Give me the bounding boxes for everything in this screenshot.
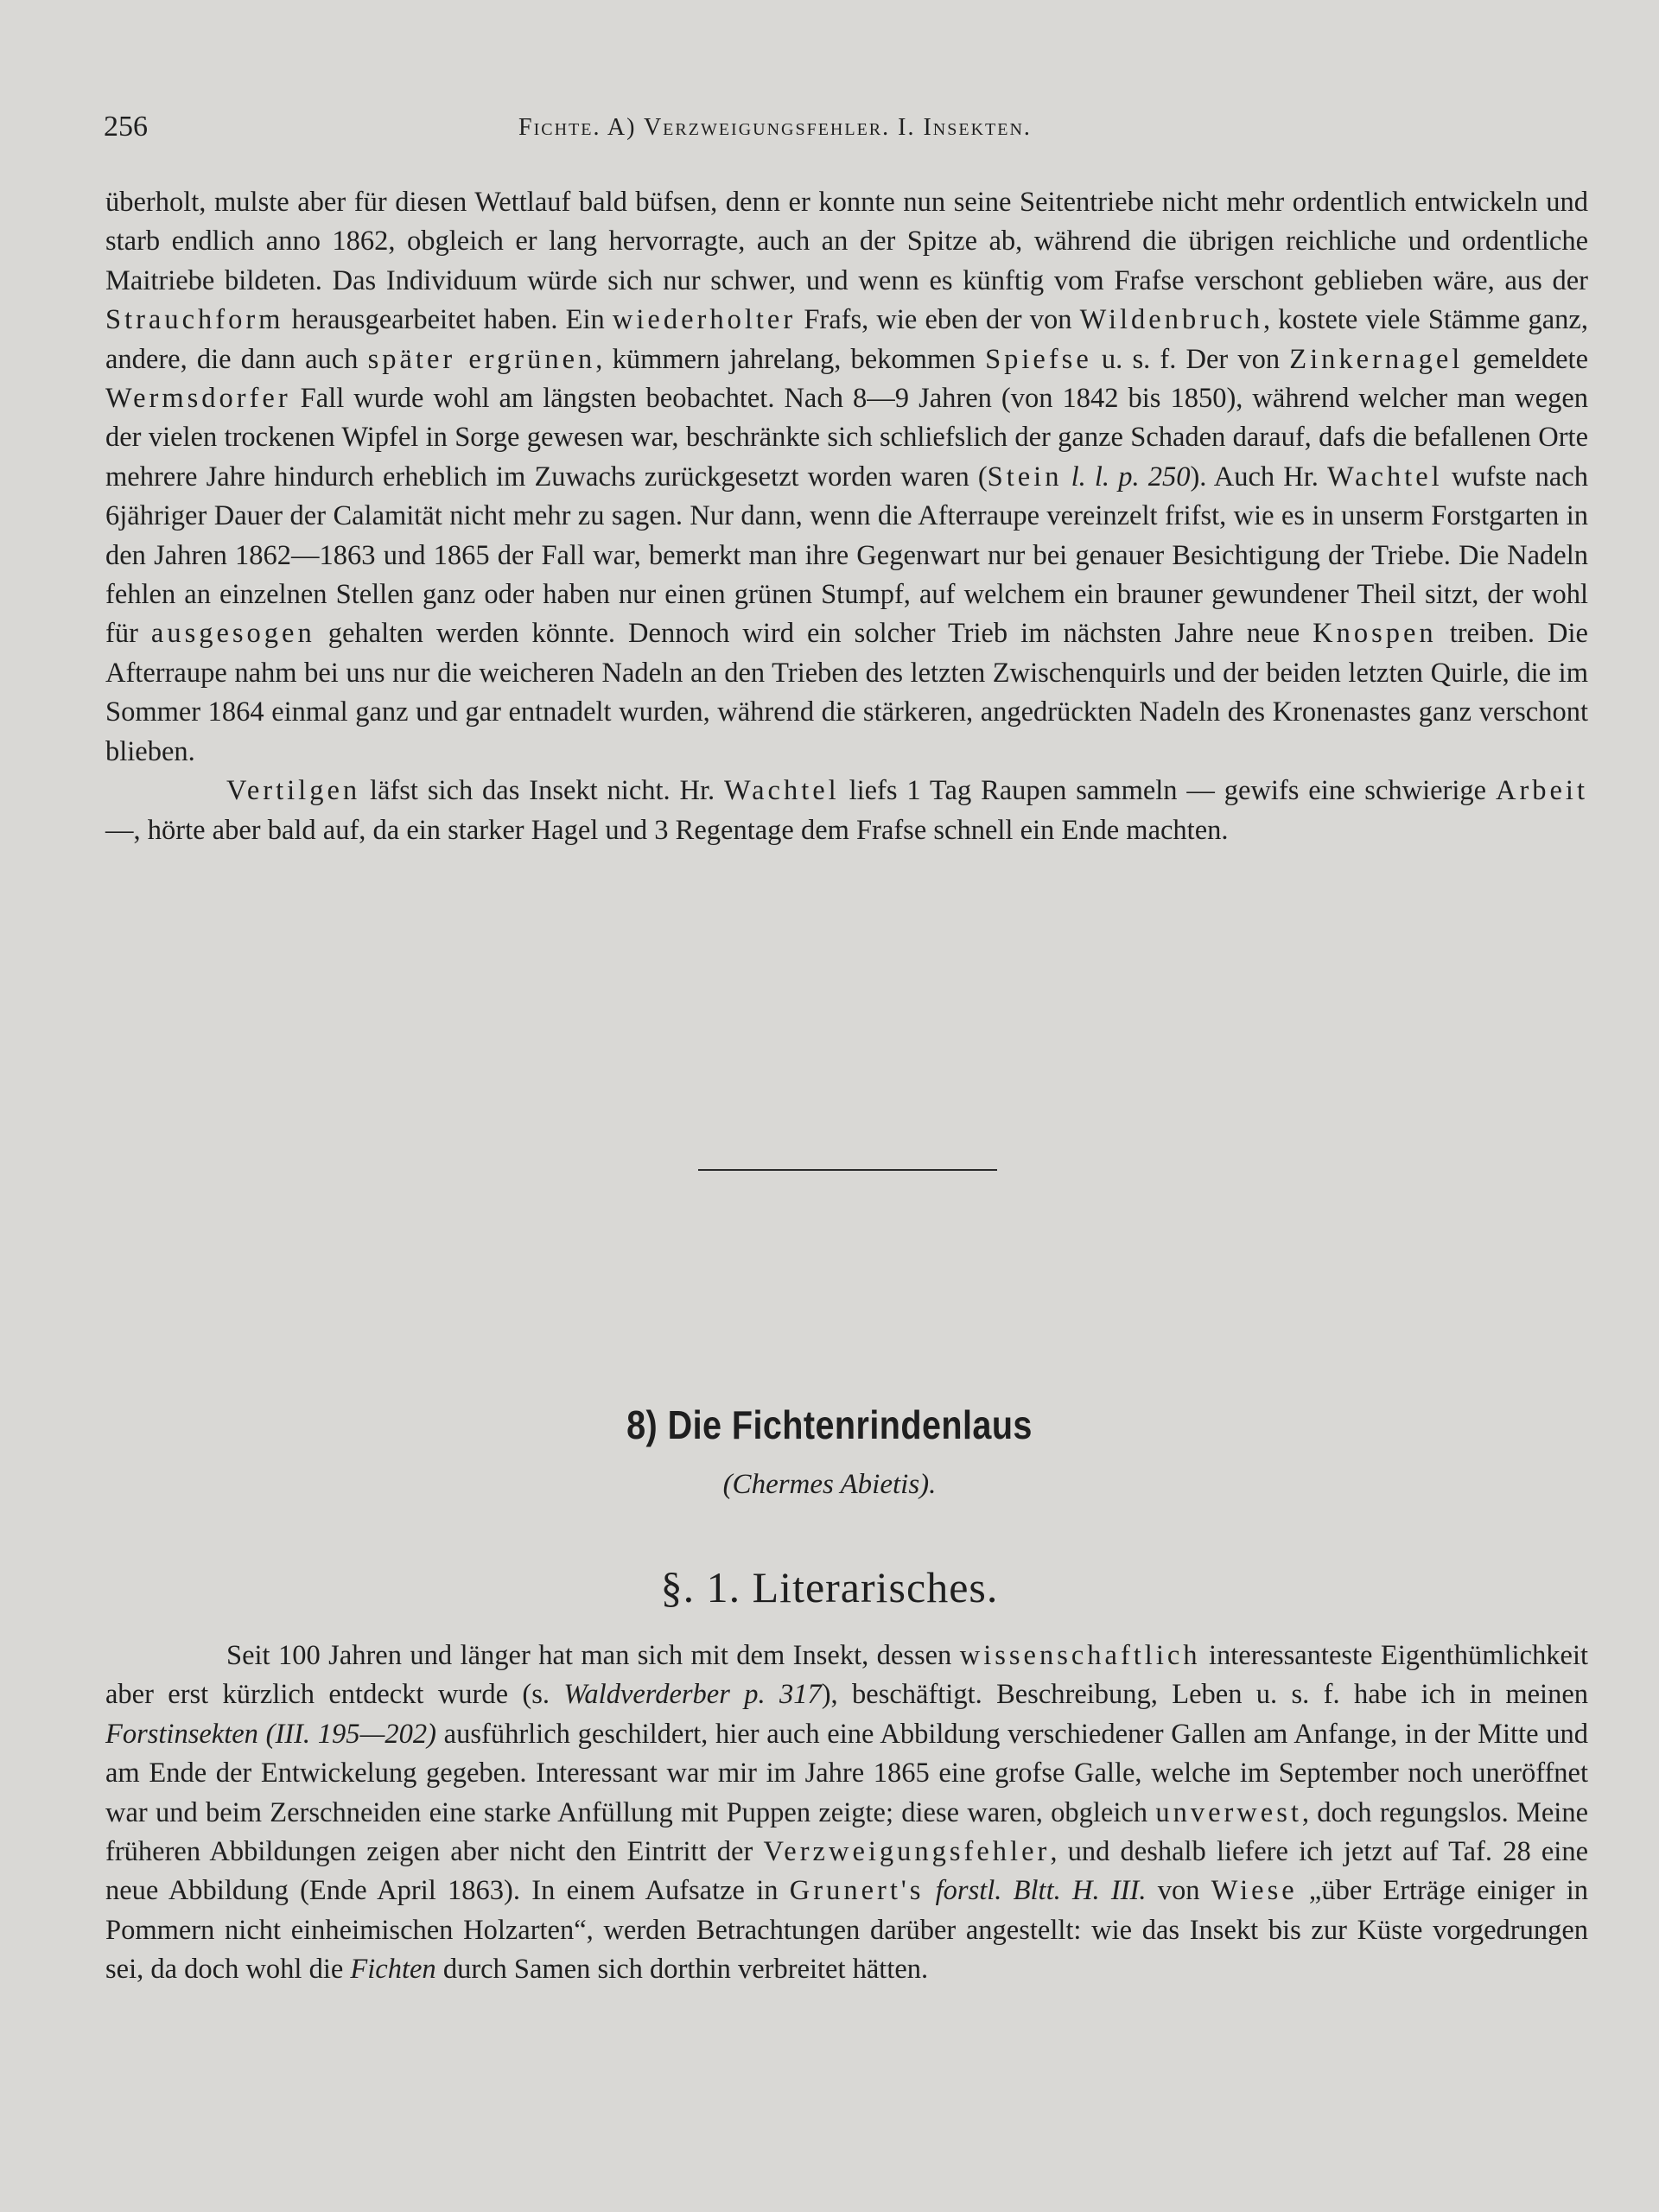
section-subtitle: (Chermes Abietis). [722, 1469, 937, 1500]
text-run: herausgearbeitet haben. Ein [283, 304, 613, 336]
text-run [924, 1875, 935, 1906]
text-run: ). Auch Hr. [1190, 461, 1328, 493]
text-run: , und deshalb liefere ich jetzt auf Taf. 28 eine neue Abbildung (Ende April 1863). In einem Aufsatze in [105, 1836, 1588, 1907]
text-run: wiederholter [612, 304, 797, 336]
text-run: Seit 100 Jahren und länger hat man sich mit dem Insekt, dessen [226, 1640, 960, 1671]
text-run: Fall wurde wohl am längsten beobachtet. Nach 8—9 Jahren (von 1842 bis 1850), während welcher man wegen der vielen trockenen Wipfel in Sorge gewesen war, beschränkte sich schliefslich der ganze Schaden darauf, dafs die befallenen Orte mehrere Jahre hindurch erheblich im Zuwachs zurückgesetzt worden waren ( [105, 383, 1588, 493]
text-run: von [1146, 1875, 1211, 1907]
text-run: überholt, mulste aber für diesen Wettlauf bald büfsen, denn er konnte nun seine Seitentriebe nicht mehr ordentlich entwickeln und starb endlich anno 1862, obgleich er lang hervorragte, auch an der Spitze ab, während die übrigen reichliche und ordentliche Maitriebe bildeten. Das Individuum würde sich nur schwer, und wenn es künftig vom Frafse verschont geblieben wäre, aus der [105, 187, 1588, 296]
text-run: Stein [987, 461, 1063, 493]
text-run: Zinkernagel [1289, 343, 1464, 375]
paragraph [105, 183, 1588, 772]
text-run: Frafs, wie eben der von [796, 304, 1080, 336]
text-run: läfst sich das Insekt nicht. Hr. [360, 775, 725, 807]
running-title: Fichte. A) Verzweigungsfehler. I. Insekten. [518, 114, 1032, 141]
text-run: unverwest [1155, 1796, 1302, 1828]
page-number: 256 [104, 111, 148, 143]
text-run: später ergrünen [367, 343, 596, 375]
text-run: ausgesogen [150, 618, 315, 650]
text-run: u. s. f. Der von [1091, 343, 1290, 375]
text-run: Vertilgen [226, 775, 361, 807]
text-run: Wachtel [724, 775, 840, 807]
text-block-top [105, 183, 1588, 850]
text-run: Wildenbruch [1079, 304, 1263, 336]
text-run: wissenschaftlich [959, 1640, 1201, 1671]
text-run: Fichten [350, 1954, 436, 1986]
section-divider [698, 1169, 997, 1171]
text-run: l. l. p. 250 [1071, 461, 1191, 493]
text-run: Wachtel [1327, 461, 1443, 493]
text-run: Spiefse [985, 343, 1092, 375]
text-block-bottom [105, 1637, 1588, 1990]
text-run: „über Erträge einiger in Pommern nicht einheimischen Holzarten“, werden Betrachtungen darüber angestellt: wie das Insekt bis zur Küste vorgedrungen sei, da doch wohl die [105, 1875, 1589, 1986]
text-run: forstl. Bltt. H. III. [935, 1875, 1147, 1907]
text-run: Strauchform [105, 304, 284, 336]
text-run: gehalten werden könnte. Dennoch wird ein solcher Trieb im nächsten Jahre neue [315, 618, 1313, 650]
text-run: liefs 1 Tag Raupen sammeln — gewifs eine schwierige [839, 775, 1496, 807]
text-run: ausführlich geschildert, hier auch eine Abbildung verschiedener Gallen am Anfange, in der Mitte und am Ende der Entwickelung gegeben. Interessant war mir im Jahre 1865 eine grofse Galle, welche im September noch uneröffnet war und beim Zerschneiden eine starke Anfüllung mit Puppen zeigte; diese waren, obgleich [105, 1718, 1588, 1828]
text-run: ), beschäftigt. Beschreibung, Leben u. s. f. habe ich in meinen [821, 1679, 1588, 1711]
section-title: 8) Die Fichtenrindenlaus [626, 1402, 1033, 1447]
text-run: interessanteste Eigenthümlichkeit aber erst kürzlich entdeckt wurde (s. [105, 1640, 1588, 1711]
text-run: Wermsdorfer [105, 383, 291, 415]
text-run: , kostete viele Stämme ganz, andere, die dann auch [105, 304, 1588, 375]
text-run: —, hörte aber bald auf, da ein starker Hagel und 3 Regentage dem Frafse schnell ein Ende machten. [105, 814, 1229, 846]
text-run: treiben. Die Afterraupe nahm bei uns nur die weicheren Nadeln an den Trieben des letzten Zwischenquirls und der beiden letzten Quirle, die im Sommer 1864 einmal ganz und gar entnadelt wurden, während die stärkeren, angedrückten Nadeln des Kronenastes ganz verschont blieben. [105, 618, 1588, 767]
text-run: , doch regungslos. Meine früheren Abbildungen zeigen aber nicht den Eintritt der [105, 1796, 1588, 1868]
text-run: Waldverderber p. 317 [563, 1679, 822, 1711]
text-run: Arbeit [1495, 775, 1588, 807]
text-run: Knospen [1313, 618, 1437, 650]
text-run: wufste nach 6jähriger Dauer der Calamität nicht mehr zu sagen. Nur dann, wenn die Afterraupe vereinzelt frifst, wie es in unserm Forstgarten in den Jahren 1862—1863 und 1865 der Fall war, bemerkt man ihre Gegenwart nur bei genauer Besichtigung der Triebe. Die Nadeln fehlen an einzelnen Stellen ganz oder haben nur einen grünen Stumpf, auf welchem ein brauner gewundener Theil sitzt, der wohl für [105, 461, 1588, 650]
paragraph [105, 1637, 1588, 1990]
text-run: durch Samen sich dorthin verbreitet hätten. [435, 1954, 929, 1986]
text-run: , kümmern jahrelang, bekommen [595, 343, 986, 375]
text-run: Grunert's [789, 1875, 925, 1907]
running-header [104, 111, 1590, 150]
paragraph [105, 772, 1588, 850]
text-run [1062, 461, 1071, 493]
subsection-title: §. 1. Literarisches. [660, 1563, 999, 1611]
text-run: gemeldete [1463, 343, 1588, 375]
text-run: Forstinsekten (III. 195—202) [105, 1718, 436, 1750]
text-run: Wiese [1211, 1875, 1298, 1907]
text-run: Verzweigungsfehler [763, 1836, 1051, 1868]
